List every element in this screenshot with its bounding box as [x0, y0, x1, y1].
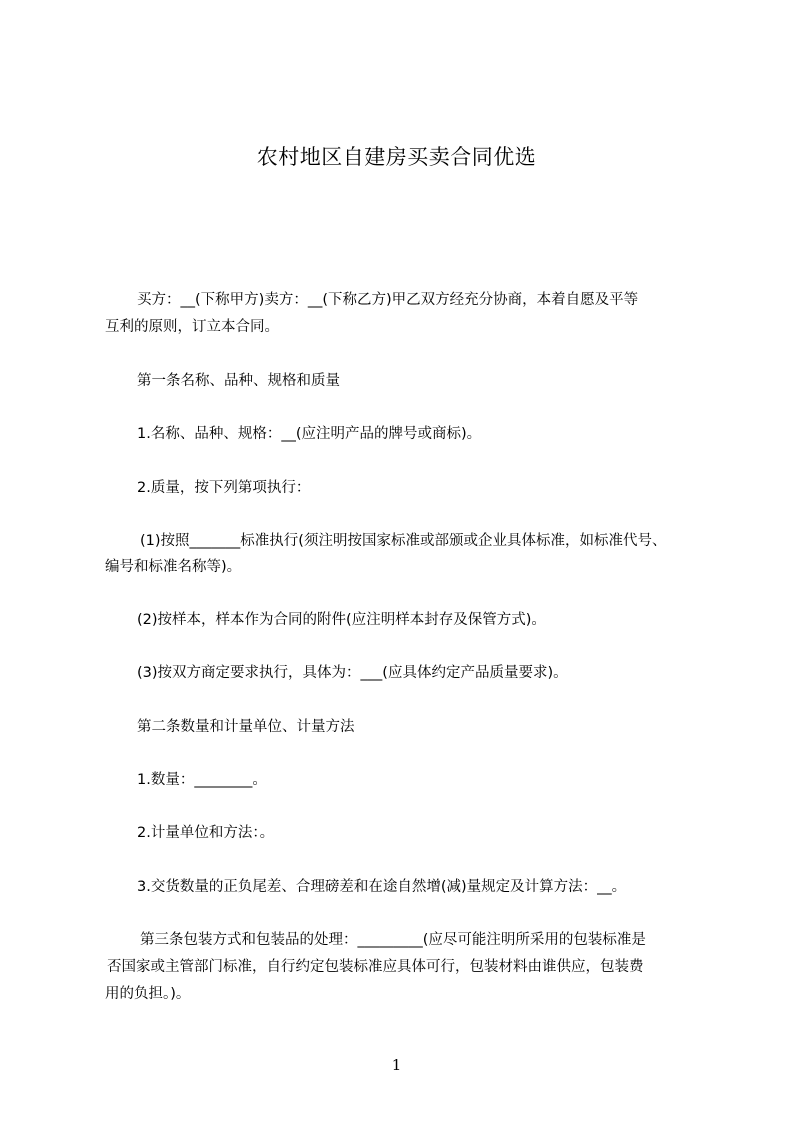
quality-option-1: (1)按照_______标准执行(须注明按国家标准或部颁或企业具体标准，如标准代号、 — [140, 533, 667, 549]
page-number: 1 — [391, 1056, 402, 1074]
article-3-heading: 第三条包装方式和包装品的处理：_________(应尽可能注明所采用的包装标准是 — [140, 932, 646, 948]
quality-option-2: (2)按样本，样本作为合同的附件(应注明样本封存及保管方式)。 — [137, 612, 546, 628]
article-1-item-1: 1.名称、品种、规格：__(应注明产品的牌号或商标)。 — [137, 426, 482, 442]
article-2-item-2: 2.计量单位和方法：。 — [137, 825, 275, 841]
article-1-item-2: 2.质量，按下列第项执行： — [137, 480, 311, 496]
quality-option-1-cont: 编号和标准名称等)。 — [105, 559, 242, 575]
article-1-heading: 第一条名称、品种、规格和质量 — [137, 373, 340, 389]
paragraph-parties-cont: 互利的原则，订立本合同。 — [105, 319, 279, 335]
paragraph-parties: 买方：__(下称甲方)卖方：__(下称乙方)甲乙双方经充分协商，本着自愿及平等 — [137, 292, 639, 308]
article-3-cont-1: 否国家或主管部门标准，自行约定包装标准应具体可行，包装材料由谁供应，包装费 — [107, 959, 644, 975]
quality-option-3: (3)按双方商定要求执行，具体为：___(应具体约定产品质量要求)。 — [137, 665, 568, 681]
document-title: 农村地区自建房买卖合同优选 — [256, 145, 537, 169]
article-2-item-3: 3.交货数量的正负尾差、合理磅差和在途自然增(减)量规定及计算方法：__。 — [137, 879, 627, 895]
article-2-heading: 第二条数量和计量单位、计量方法 — [137, 719, 355, 735]
article-3-cont-2: 用的负担。)。 — [105, 986, 191, 1002]
article-2-item-1: 1.数量：________。 — [137, 772, 267, 788]
